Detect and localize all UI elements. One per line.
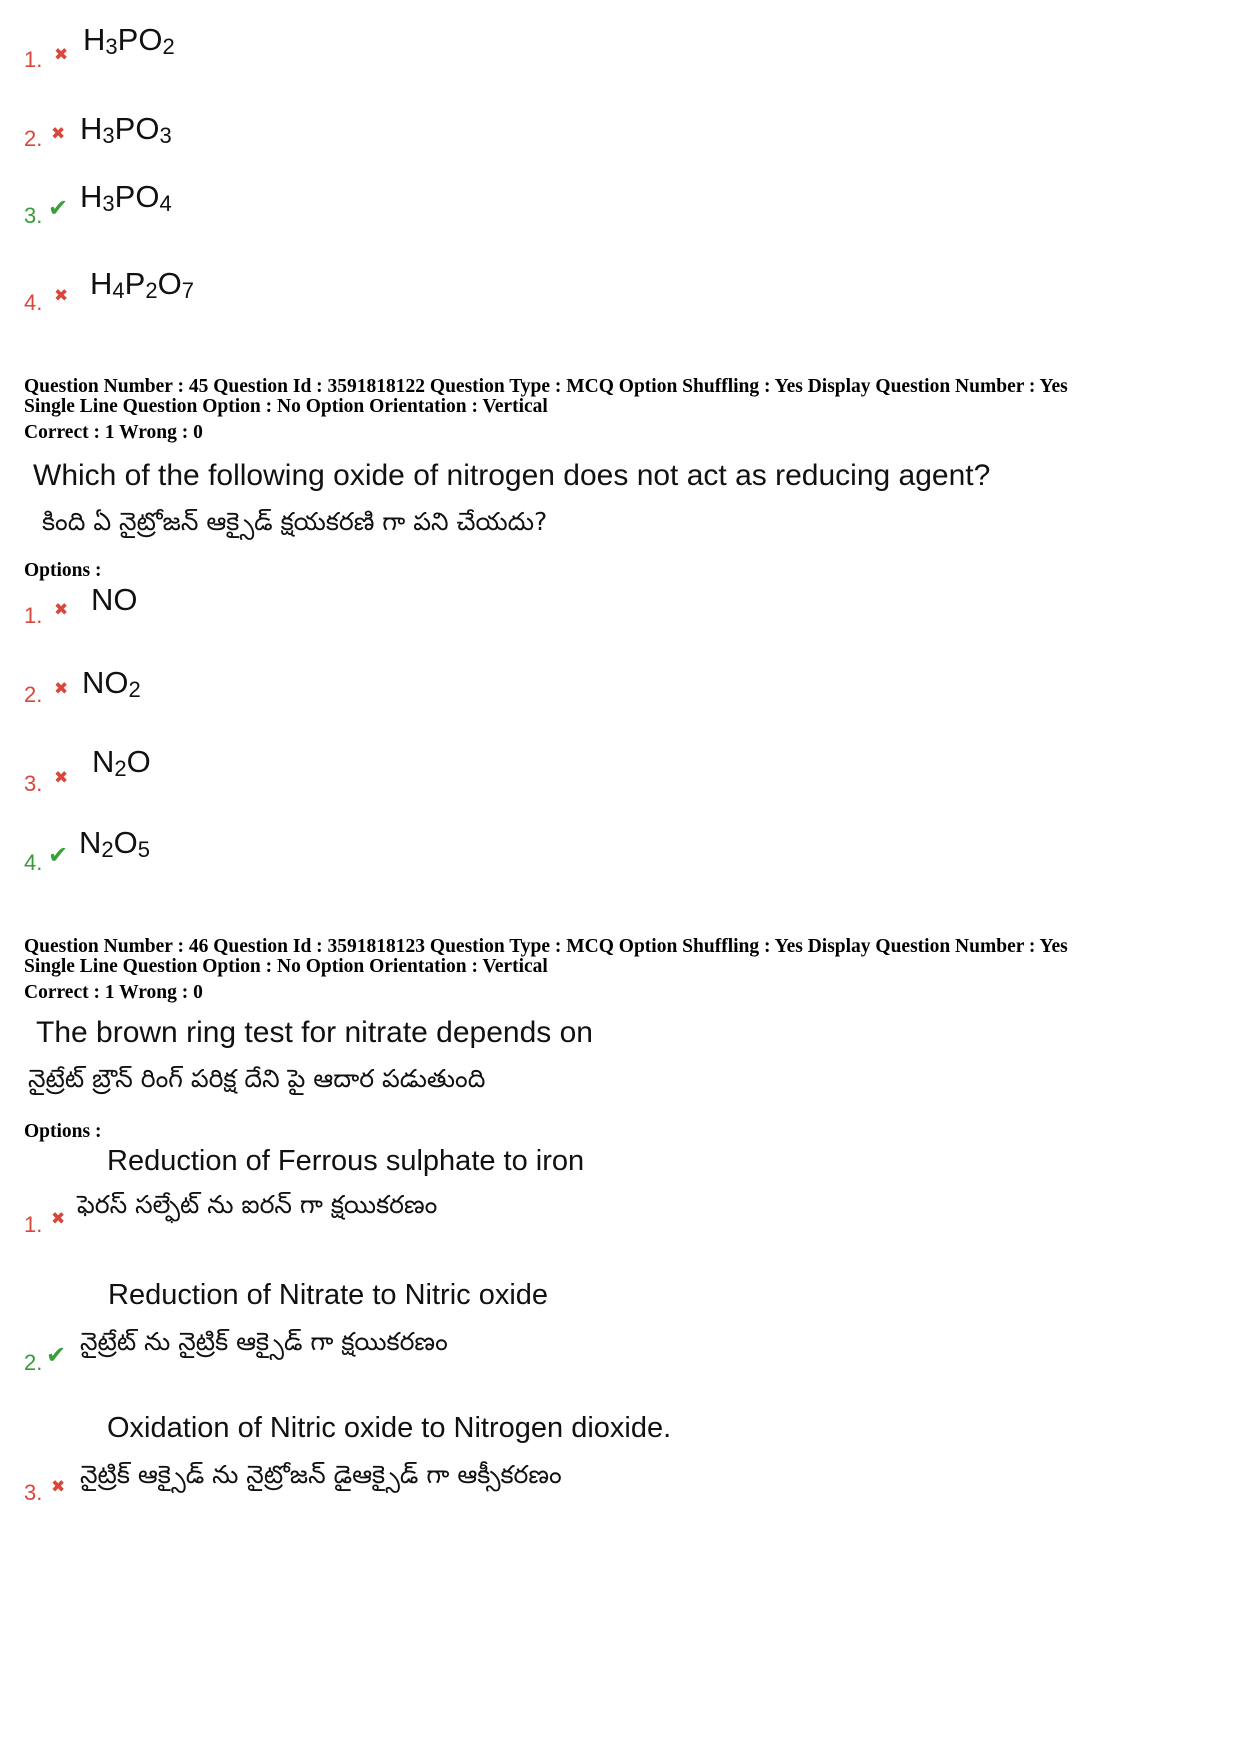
question-meta-line2: Single Line Question Option : No Option Orientation : Vertical <box>24 396 548 417</box>
option-text-english: Oxidation of Nitric oxide to Nitrogen dioxide. <box>107 1412 672 1444</box>
option-number: 3. <box>24 771 43 796</box>
option-number: 1. <box>24 47 43 72</box>
option-number: 2. <box>24 682 43 707</box>
option-number: 3. <box>24 1480 43 1505</box>
question-meta-line1: Question Number : 46 Question Id : 3591818123 Question Type : MCQ Option Shuffling : Yes Display Question Number : Yes <box>24 936 1068 957</box>
option-text-english: Reduction of Nitrate to Nitric oxide <box>108 1279 549 1311</box>
option-number: 4. <box>24 290 43 315</box>
option-number: 4. <box>24 850 43 875</box>
option-text-telugu: నైట్రిక్ ఆక్సైడ్ ను నైట్రోజన్ డైఆక్సైడ్ గా ఆక్సీకరణం <box>80 1460 562 1489</box>
cross-icon: ✖ <box>54 600 69 619</box>
question-meta-line2: Single Line Question Option : No Option Orientation : Vertical <box>24 956 548 977</box>
option-number: 1. <box>24 603 43 628</box>
question-text-telugu: కింది ఏ నైట్రోజన్ ఆక్సైడ్ క్షయకరణి గా పని చేయదు? <box>42 507 548 536</box>
option-formula: $H_3PO_3$ <box>80 111 172 148</box>
question-text-english: The brown ring test for nitrate depends on <box>36 1016 593 1049</box>
options-label: Options : <box>24 560 102 581</box>
cross-icon: ✖ <box>54 679 69 698</box>
option-number: 1. <box>24 1212 43 1237</box>
option-number: 2. <box>24 1350 43 1375</box>
cross-icon: ✖ <box>51 1209 66 1228</box>
question-text-telugu: నైట్రేట్ బ్రౌన్ రింగ్ పరిక్ష దేని పై ఆదార పడుతుంది <box>28 1064 486 1093</box>
option-formula: $H_3PO_4$ <box>80 179 172 216</box>
cross-icon: ✖ <box>51 1477 66 1496</box>
option-text-telugu: నైట్రేట్ ను నైట్రిక్ ఆక్సైడ్ గా క్షయికరణం <box>80 1327 448 1356</box>
check-icon: ✔ <box>48 842 69 869</box>
option-formula: $NO_2$ <box>82 665 141 702</box>
question-marks: Correct : 1 Wrong : 0 <box>24 422 203 443</box>
question-meta-line1: Question Number : 45 Question Id : 3591818122 Question Type : MCQ Option Shuffling : Yes Display Question Number : Yes <box>24 376 1068 397</box>
option-formula: $N_2O_5$ <box>79 825 151 862</box>
cross-icon: ✖ <box>54 768 69 787</box>
option-number: 3. <box>24 203 43 228</box>
cross-icon: ✖ <box>51 124 66 143</box>
question-marks: Correct : 1 Wrong : 0 <box>24 982 203 1003</box>
cross-icon: ✖ <box>54 286 69 305</box>
check-icon: ✔ <box>46 1342 67 1369</box>
question-text-english: Which of the following oxide of nitrogen does not act as reducing agent? <box>33 459 991 492</box>
check-icon: ✔ <box>48 195 69 222</box>
option-formula: $H_3PO_2$ <box>83 22 175 59</box>
option-text-english: Reduction of Ferrous sulphate to iron <box>107 1145 585 1177</box>
option-number: 2. <box>24 126 43 151</box>
option-formula: $N_2O$ <box>92 744 151 781</box>
option-text-telugu: ఫెరస్ సల్ఫేట్ ను ఐరన్ గా క్షయికరణం <box>77 1190 438 1219</box>
cross-icon: ✖ <box>54 45 69 64</box>
option-formula: NO <box>91 582 138 617</box>
options-label: Options : <box>24 1121 102 1142</box>
option-formula: $H_4P_2O_7$ <box>90 266 194 303</box>
